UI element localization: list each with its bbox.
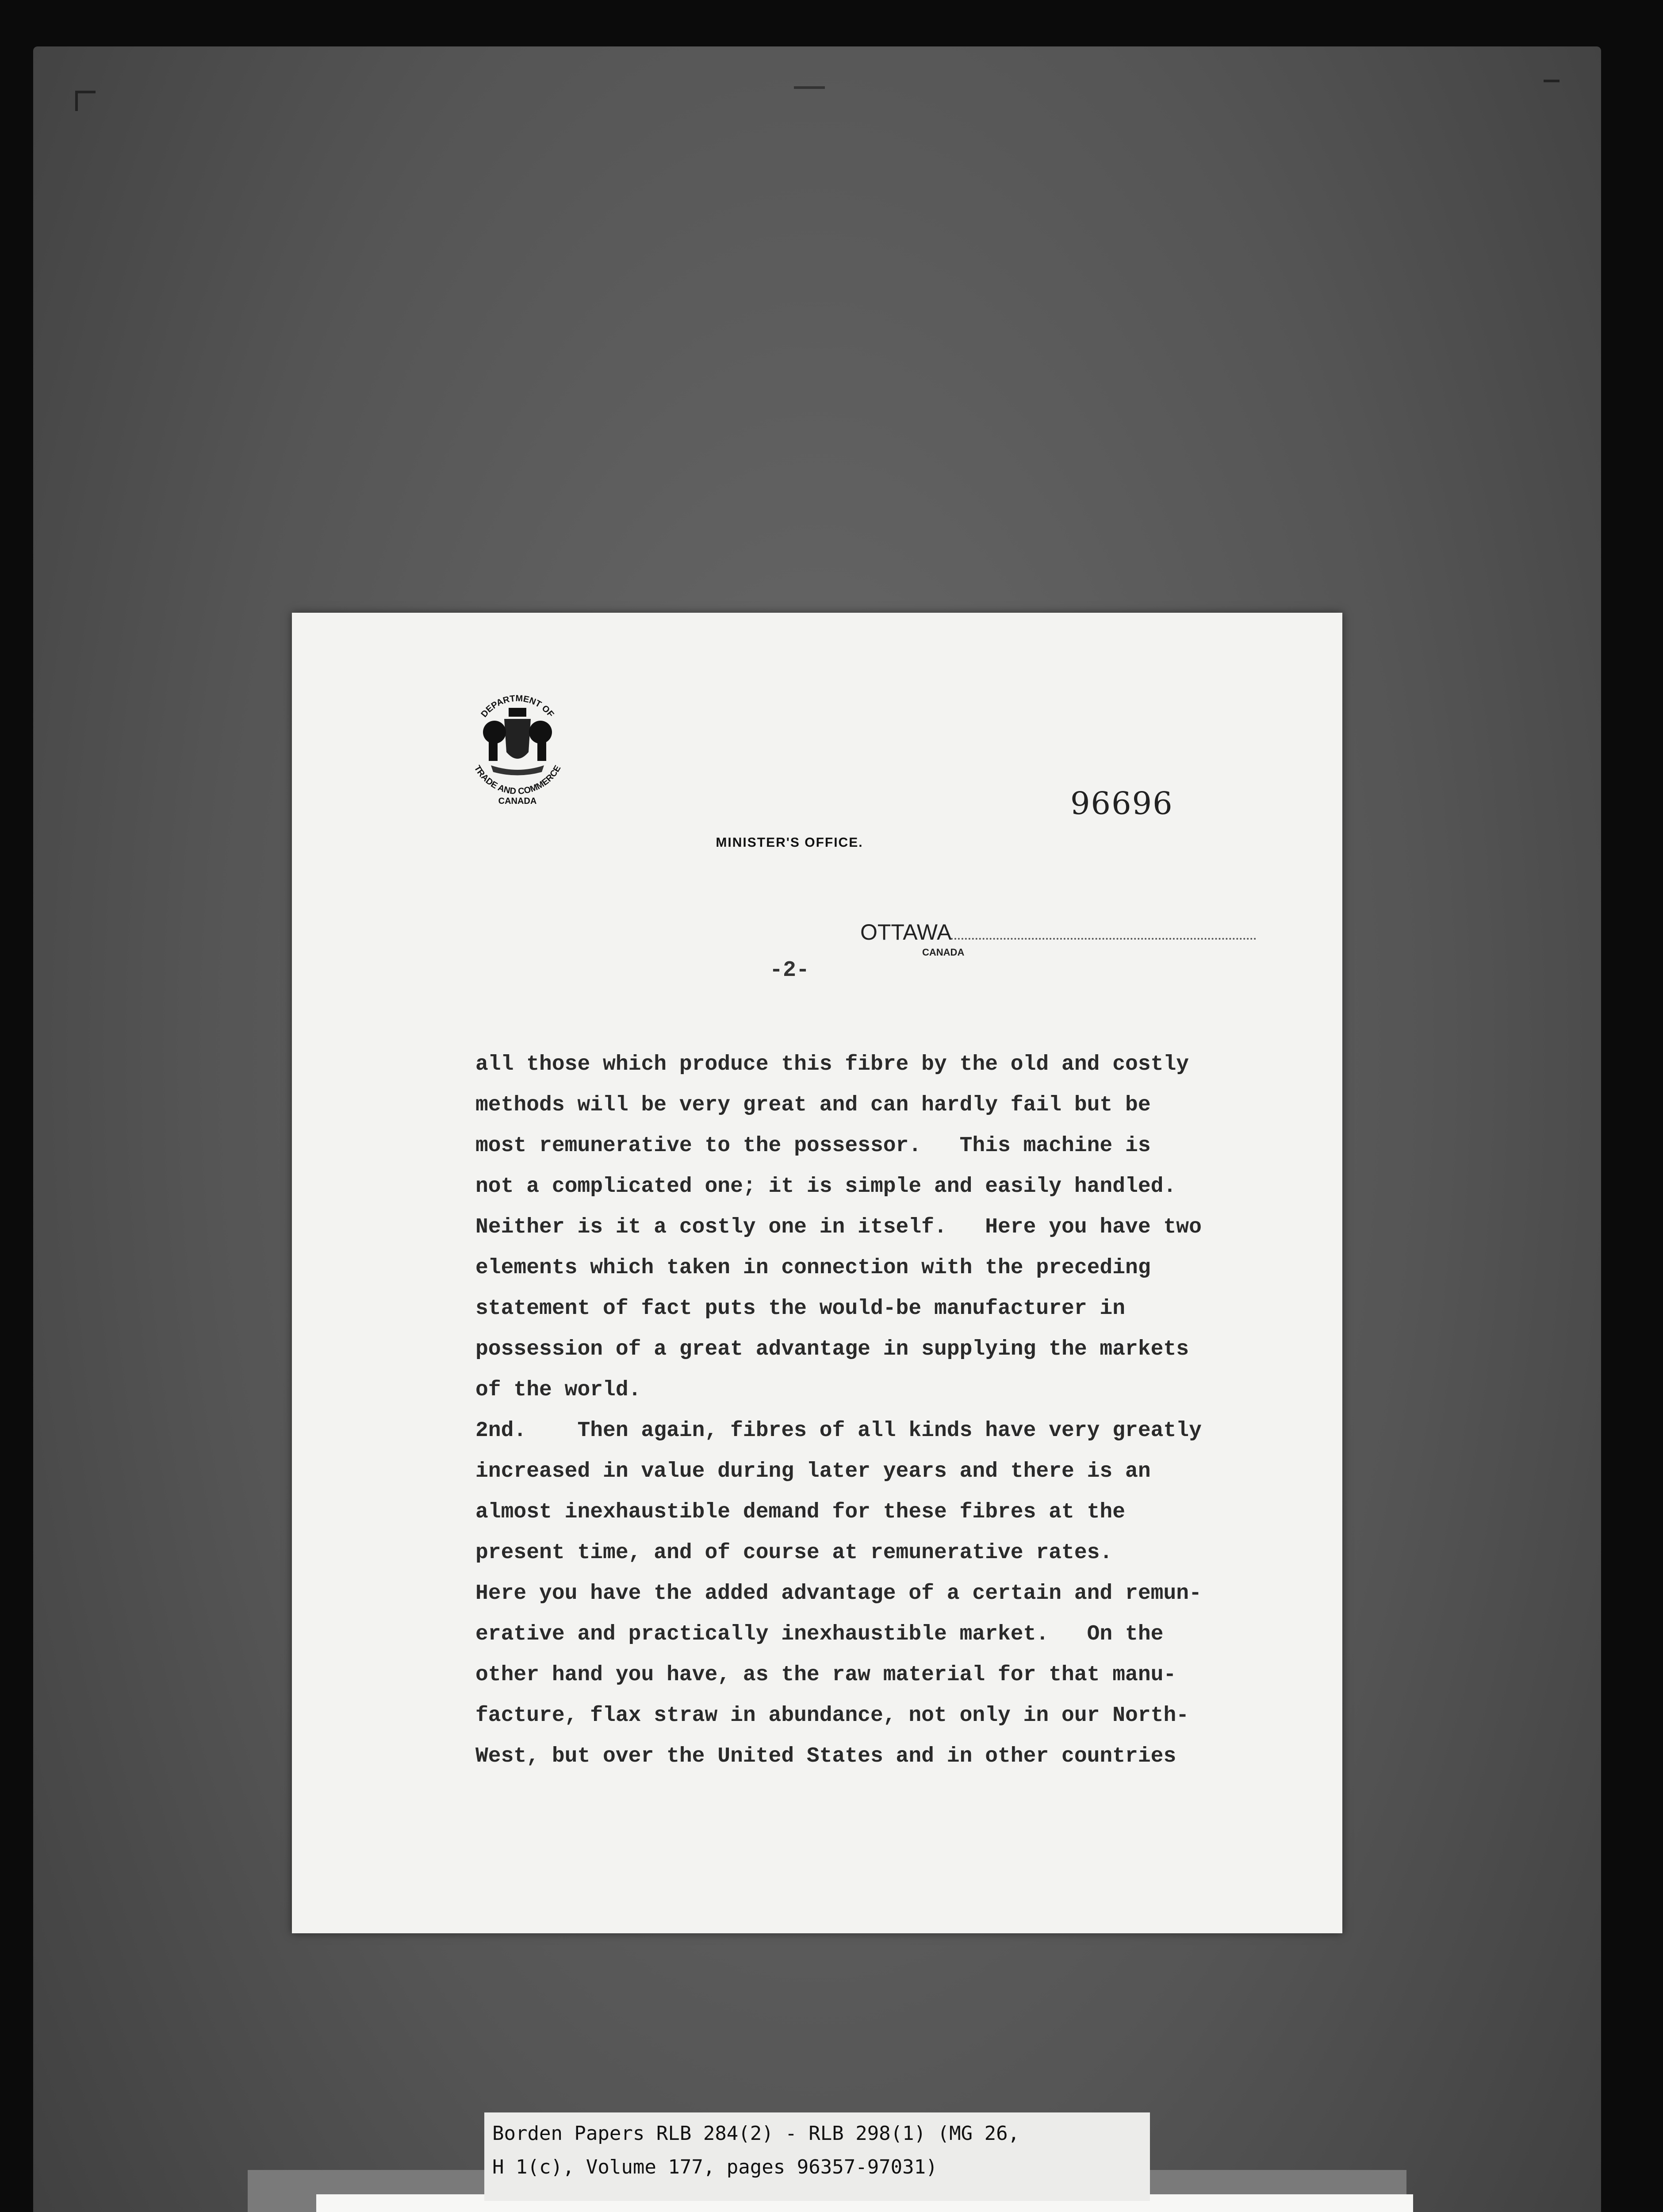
body-line: facture, flax straw in abundance, not only in our North- [475, 1704, 1189, 1728]
document-number: 96696 [1070, 785, 1173, 822]
body-line: Here you have the added advantage of a certain and remun- [475, 1582, 1202, 1605]
body-line: statement of fact puts the would-be manufacturer in [475, 1297, 1126, 1321]
frame-corner-mark-right [1544, 80, 1560, 82]
royal-crest-icon [451, 675, 584, 807]
body-line: other hand you have, as the raw material for that manu- [475, 1663, 1176, 1687]
body-line: Neither is it a costly one in itself. Here you have two [475, 1215, 1202, 1239]
body-line: of the world. [475, 1378, 641, 1402]
svg-text:TRADE AND COMMERCE [472, 764, 563, 796]
body-line: methods will be very great and can hardly fail but be [475, 1093, 1151, 1117]
body-line: erative and practically inexhaustible market. On the [475, 1622, 1164, 1646]
date-dotted-line [951, 938, 1256, 940]
department-country-text: CANADA [498, 796, 537, 806]
reference-label-slip [484, 2112, 1150, 2201]
body-line: increased in value during later years and there is an [475, 1459, 1151, 1483]
body-line: elements which taken in connection with the preceding [475, 1256, 1151, 1280]
body-line: West, but over the United States and in other countries [475, 1744, 1176, 1768]
body-line: 2nd. Then again, fibres of all kinds have very greatly [475, 1419, 1202, 1443]
ministers-office-heading: MINISTER'S OFFICE. [716, 835, 863, 850]
body-line: almost inexhaustible demand for these fibres at the [475, 1500, 1126, 1524]
body-line: all those which produce this fibre by the old and costly [475, 1052, 1189, 1076]
city-line-label: OTTAWA [860, 920, 952, 945]
body-line: most remunerative to the possessor. This machine is [475, 1134, 1151, 1158]
reference-line-2: H 1(c), Volume 177, pages 96357-97031) [492, 2156, 938, 2178]
department-top-text: DEPARTMENT OF [479, 693, 556, 719]
body-line: present time, and of course at remunerative rates. [475, 1541, 1113, 1565]
frame-top-mark [794, 86, 825, 89]
reference-line-1: Borden Papers RLB 284(2) - RLB 298(1) (MG 26, [492, 2122, 1020, 2145]
letter-body [475, 1044, 1272, 1777]
body-line: possession of a great advantage in supplying the markets [475, 1337, 1189, 1361]
department-bottom-text: TRADE AND COMMERCE [472, 764, 563, 797]
frame-corner-mark [75, 91, 96, 111]
page-number: -2- [770, 958, 810, 983]
city-country-label: CANADA [922, 947, 965, 958]
body-line: not a complicated one; it is simple and easily handled. [475, 1175, 1176, 1198]
